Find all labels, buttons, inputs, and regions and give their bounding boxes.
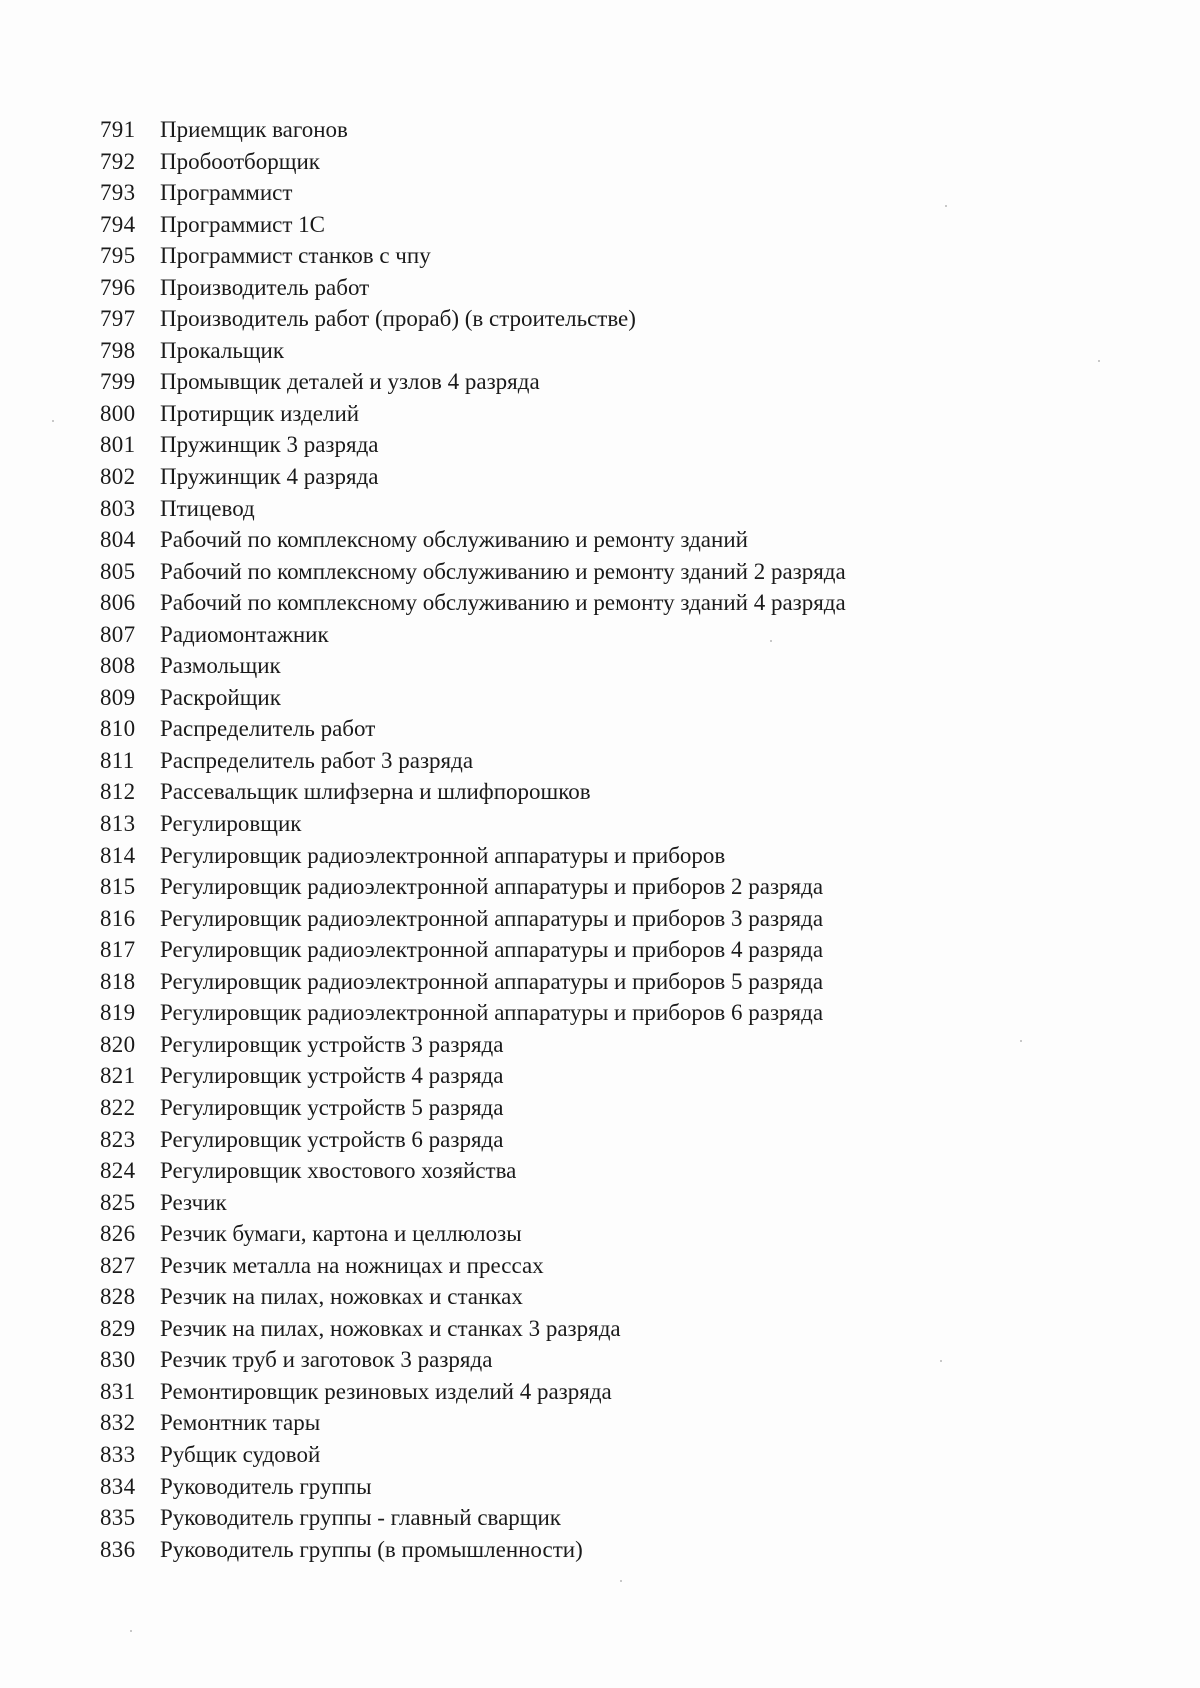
list-item (100, 240, 1100, 272)
entry-title: Рабочий по комплексному обслуживанию и ремонту зданий 4 разряда (160, 590, 846, 616)
entry-title: Регулировщик устройств 6 разряда (160, 1126, 504, 1152)
entry-title: Раскройщик (160, 684, 281, 710)
entry-title: Рабочий по комплексному обслуживанию и ремонту зданий (160, 527, 748, 553)
list-item (100, 366, 1100, 398)
scan-speck (620, 1580, 622, 1582)
list-item (100, 1407, 1100, 1439)
entry-title: Распределитель работ (160, 716, 376, 742)
list-item (100, 146, 1100, 178)
entry-title: Рабочий по комплексному обслуживанию и ремонту зданий 2 разряда (160, 558, 846, 584)
entry-number: 799 (100, 369, 136, 395)
entry-title: Руководитель группы - главный сварщик (160, 1505, 561, 1531)
entry-number: 816 (100, 905, 136, 931)
entry-title: Регулировщик радиоэлектронной аппаратуры и приборов (160, 842, 726, 868)
entry-number: 813 (100, 811, 136, 837)
list-item (100, 682, 1100, 714)
entry-number: 827 (100, 1252, 136, 1278)
job-title-list (100, 114, 1100, 1565)
entry-title: Программист (160, 180, 293, 206)
entry-title: Промывщик деталей и узлов 4 разряда (160, 369, 540, 395)
entry-number: 809 (100, 684, 136, 710)
entry-title: Пружинщик 4 разряда (160, 464, 379, 490)
list-item (100, 903, 1100, 935)
list-item (100, 1313, 1100, 1345)
entry-number: 795 (100, 243, 136, 269)
entry-number: 835 (100, 1505, 136, 1531)
entry-number: 810 (100, 716, 136, 742)
list-item (100, 808, 1100, 840)
entry-number: 820 (100, 1031, 136, 1057)
entry-number: 791 (100, 117, 136, 142)
entry-number: 796 (100, 274, 136, 300)
list-item (100, 398, 1100, 430)
list-item (100, 934, 1100, 966)
entry-title: Регулировщик (160, 811, 302, 837)
scan-speck (52, 420, 54, 422)
entry-number: 818 (100, 968, 136, 994)
entry-number: 836 (100, 1536, 136, 1562)
list-item (100, 1155, 1100, 1187)
entry-title: Ремонтник тары (160, 1410, 321, 1436)
list-item (100, 1187, 1100, 1219)
entry-number: 804 (100, 527, 136, 553)
entry-number: 803 (100, 495, 136, 521)
entry-number: 815 (100, 874, 136, 900)
entry-title: Регулировщик радиоэлектронной аппаратуры и приборов 5 разряда (160, 968, 824, 994)
list-item (100, 1344, 1100, 1376)
list-item (100, 871, 1100, 903)
entry-number: 805 (100, 558, 136, 584)
entry-title: Регулировщик хвостового хозяйства (160, 1158, 517, 1184)
entry-number: 793 (100, 180, 136, 206)
entry-title: Резчик бумаги, картона и целлюлозы (160, 1221, 522, 1247)
entry-title: Пружинщик 3 разряда (160, 432, 379, 458)
entry-title: Регулировщик радиоэлектронной аппаратуры и приборов 3 разряда (160, 905, 824, 931)
entry-number: 800 (100, 400, 136, 426)
entry-title: Приемщик вагонов (160, 117, 348, 142)
entry-number: 792 (100, 148, 136, 174)
entry-number: 828 (100, 1284, 136, 1310)
list-item (100, 303, 1100, 335)
entry-number: 829 (100, 1315, 136, 1341)
entry-title: Резчик (160, 1189, 227, 1215)
entry-number: 822 (100, 1094, 136, 1120)
list-item (100, 1092, 1100, 1124)
list-item (100, 650, 1100, 682)
entry-number: 798 (100, 337, 136, 363)
entry-number: 808 (100, 653, 136, 679)
list-item (100, 493, 1100, 525)
entry-number: 832 (100, 1410, 136, 1436)
entry-title: Резчик на пилах, ножовках и станках 3 разряда (160, 1315, 621, 1341)
entry-number: 806 (100, 590, 136, 616)
entry-title: Регулировщик радиоэлектронной аппаратуры и приборов 2 разряда (160, 874, 824, 900)
entry-number: 812 (100, 779, 136, 805)
entry-title: Ремонтировщик резиновых изделий 4 разряда (160, 1378, 612, 1404)
entry-number: 834 (100, 1473, 136, 1499)
entry-number: 824 (100, 1158, 136, 1184)
entry-title: Резчик металла на ножницах и прессах (160, 1252, 544, 1278)
list-item (100, 840, 1100, 872)
entry-number: 797 (100, 306, 136, 332)
entry-number: 823 (100, 1126, 136, 1152)
scan-speck (130, 1630, 132, 1632)
entry-title: Пробоотборщик (160, 148, 320, 174)
scan-speck (940, 1360, 942, 1362)
entry-title: Распределитель работ 3 разряда (160, 747, 474, 773)
entry-number: 811 (100, 747, 135, 773)
list-item (100, 335, 1100, 367)
entry-number: 817 (100, 937, 136, 963)
list-item (100, 1439, 1100, 1471)
entry-number: 819 (100, 1000, 136, 1026)
list-item (100, 713, 1100, 745)
entry-title: Рассевальщик шлифзерна и шлифпорошков (160, 779, 591, 805)
list-item (100, 461, 1100, 493)
scan-speck (1098, 360, 1100, 362)
scan-speck (770, 640, 772, 642)
list-item (100, 1281, 1100, 1313)
entry-title: Программист 1С (160, 211, 326, 237)
list-item (100, 1376, 1100, 1408)
entry-number: 802 (100, 464, 136, 490)
entry-title: Птицевод (160, 495, 255, 521)
list-item (100, 429, 1100, 461)
entry-title: Рубщик судовой (160, 1441, 321, 1467)
entry-title: Прокальщик (160, 337, 285, 363)
entry-number: 801 (100, 432, 136, 458)
entry-title: Программист станков с чпу (160, 243, 431, 269)
entry-title: Протирщик изделий (160, 400, 360, 426)
list-item (100, 556, 1100, 588)
list-item (100, 997, 1100, 1029)
list-item (100, 524, 1100, 556)
entry-title: Производитель работ (160, 274, 370, 300)
list-item (100, 177, 1100, 209)
list-item (100, 966, 1100, 998)
list-item (100, 114, 1100, 146)
list-item (100, 1534, 1100, 1566)
entry-title: Производитель работ (прораб) (в строительстве) (160, 306, 636, 332)
entry-number: 831 (100, 1378, 136, 1404)
entry-number: 826 (100, 1221, 136, 1247)
entry-title: Регулировщик радиоэлектронной аппаратуры и приборов 4 разряда (160, 937, 824, 963)
entry-number: 794 (100, 211, 136, 237)
entry-title: Размольщик (160, 653, 281, 679)
list-item (100, 1502, 1100, 1534)
list-item (100, 1029, 1100, 1061)
entry-title: Регулировщик устройств 5 разряда (160, 1094, 504, 1120)
entry-title: Резчик труб и заготовок 3 разряда (160, 1347, 493, 1373)
scan-speck (945, 205, 947, 207)
entry-number: 814 (100, 842, 136, 868)
entry-title: Радиомонтажник (160, 621, 329, 647)
list-item (100, 587, 1100, 619)
list-item (100, 1060, 1100, 1092)
list-item (100, 1124, 1100, 1156)
list-item (100, 1218, 1100, 1250)
entry-number: 825 (100, 1189, 136, 1215)
entry-title: Руководитель группы (160, 1473, 372, 1499)
scan-speck (1020, 1040, 1022, 1042)
entry-number: 830 (100, 1347, 136, 1373)
list-item (100, 1471, 1100, 1503)
list-item (100, 209, 1100, 241)
entry-title: Регулировщик радиоэлектронной аппаратуры и приборов 6 разряда (160, 1000, 824, 1026)
entry-title: Регулировщик устройств 3 разряда (160, 1031, 504, 1057)
list-item (100, 272, 1100, 304)
entry-number: 833 (100, 1441, 136, 1467)
entry-title: Регулировщик устройств 4 разряда (160, 1063, 504, 1089)
list-item (100, 776, 1100, 808)
entry-title: Резчик на пилах, ножовках и станках (160, 1284, 523, 1310)
list-item (100, 619, 1100, 651)
list-item (100, 745, 1100, 777)
entry-number: 821 (100, 1063, 136, 1089)
entry-number: 807 (100, 621, 136, 647)
entry-title: Руководитель группы (в промышленности) (160, 1536, 583, 1562)
list-item (100, 1250, 1100, 1282)
